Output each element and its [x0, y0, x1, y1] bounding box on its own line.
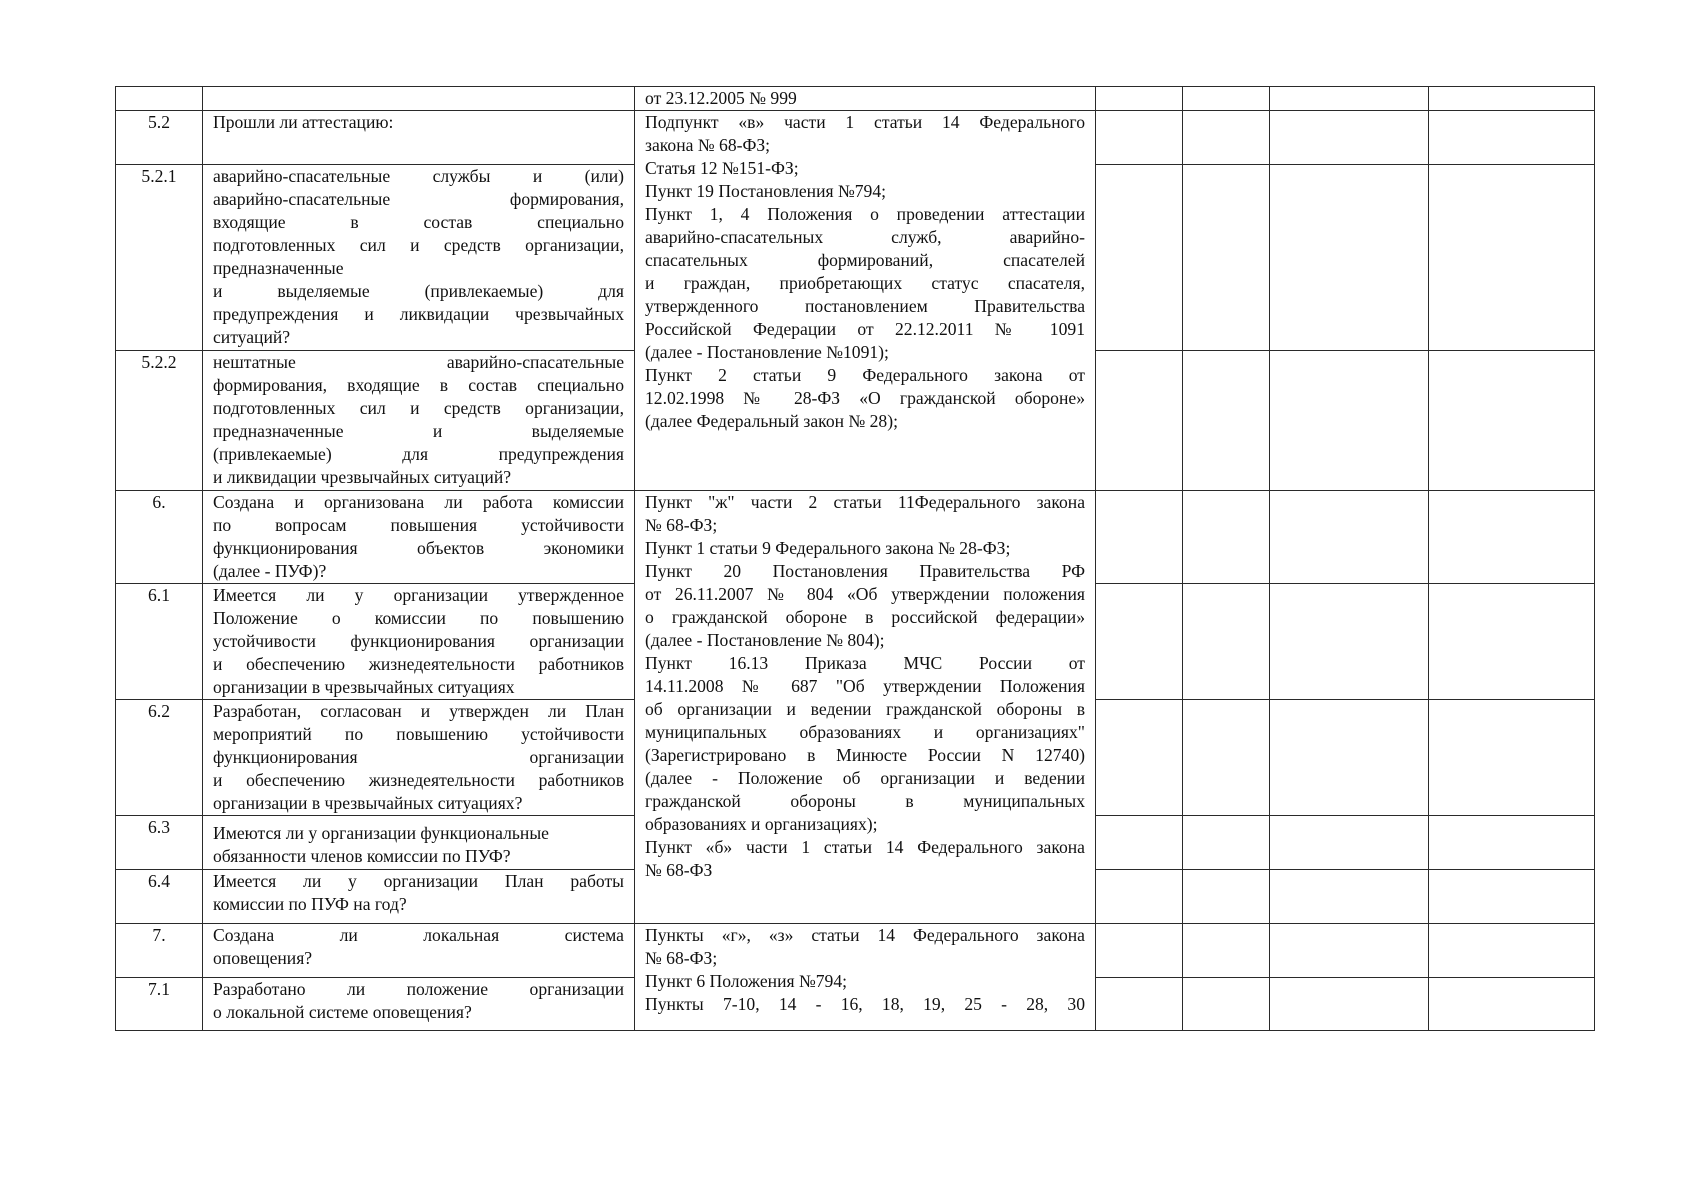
item-number: 5.2.2 [116, 351, 203, 491]
question-cell [203, 700, 635, 816]
table-row [116, 87, 1595, 111]
question-line: формирования, входящие в состав специально [213, 375, 624, 395]
answer-yes-cell [1096, 870, 1183, 924]
note-cell [1429, 87, 1595, 111]
item-number-cell [116, 87, 203, 111]
question-line: мероприятий по повышению устойчивости [213, 724, 624, 744]
note-cell [1429, 924, 1595, 978]
item-number: 6.2 [116, 700, 203, 816]
requirement-cell [635, 924, 1096, 1031]
item-number: 6.1 [116, 584, 203, 700]
question-line: Имеется ли у организации утвержденное [213, 585, 624, 605]
requirement-line: Пункты «г», «з» статьи 14 Федерального закона [645, 925, 1085, 945]
note-cell [1429, 816, 1595, 870]
note-cell [1429, 584, 1595, 700]
answer-no-cell [1183, 87, 1270, 111]
requirement-line: (далее - Постановление №1091); [645, 342, 889, 362]
requirement-line: муниципальных образованиях и организациях" [645, 722, 1085, 742]
question-line: предназначенные [213, 258, 344, 278]
answer-na-cell [1270, 111, 1429, 165]
requirement-line: и граждан, приобретающих статус спасателя, [645, 273, 1085, 293]
question-line: входящие в состав специально [213, 212, 624, 232]
requirement-line: аварийно-спасательных служб, аварийно- [645, 227, 1085, 247]
answer-no-cell [1183, 924, 1270, 978]
answer-no-cell [1183, 165, 1270, 351]
answer-yes-cell [1096, 165, 1183, 351]
requirement-line: о гражданской обороне в российской федерации» [645, 607, 1085, 627]
question-line: и обеспечению жизнедеятельности работников [213, 770, 624, 790]
item-number: 5.2 [116, 111, 203, 165]
question-cell [203, 584, 635, 700]
requirement-line: спасательных формирований, спасателей [645, 250, 1085, 270]
requirement-line: Пункт 20 Постановления Правительства РФ [645, 561, 1085, 581]
question-line: Прошли ли аттестацию: [213, 112, 394, 132]
answer-no-cell [1183, 351, 1270, 491]
inspection-checklist-table [115, 86, 1595, 1031]
item-number: 7.1 [116, 978, 203, 1031]
answer-na-cell [1270, 165, 1429, 351]
answer-no-cell [1183, 584, 1270, 700]
requirement-line: закона № 68-ФЗ; [645, 135, 771, 155]
requirement-line: гражданской обороны в муниципальных [645, 791, 1085, 811]
requirement-line: (далее - Положение об организации и ведении [645, 768, 1085, 788]
requirement-line: 14.11.2008 № 687 "Об утверждении Положения [645, 676, 1085, 696]
requirement-line: № 68-ФЗ; [645, 515, 718, 535]
requirement-cell [635, 491, 1096, 924]
requirement-line: Пункт 1, 4 Положения о проведении аттестации [645, 204, 1085, 224]
question-line: и ликвидации чрезвычайных ситуаций? [213, 467, 512, 487]
question-line: предназначенные и выделяемые [213, 421, 624, 441]
question-line: о локальной системе оповещения? [213, 1002, 472, 1022]
question-line: и выделяемые (привлекаемые) для [213, 281, 624, 301]
note-cell [1429, 111, 1595, 165]
requirement-line: № 68-ФЗ [645, 860, 713, 880]
requirement-line: образованиях и организациях); [645, 814, 878, 834]
question-cell [203, 165, 635, 351]
answer-na-cell [1270, 584, 1429, 700]
answer-no-cell [1183, 111, 1270, 165]
answer-yes-cell [1096, 978, 1183, 1031]
question-line: оповещения? [213, 948, 313, 968]
question-line: подготовленных сил и средств организации, [213, 398, 624, 418]
question-line: аварийно-спасательные формирования, [213, 189, 624, 209]
requirement-line: (далее - Постановление № 804); [645, 630, 885, 650]
requirement-line: Пункт 16.13 Приказа МЧС России от [645, 653, 1085, 673]
question-line: по вопросам повышения устойчивости [213, 515, 624, 535]
note-cell [1429, 351, 1595, 491]
requirement-line: № 68-ФЗ; [645, 948, 718, 968]
item-number: 6.3 [116, 816, 203, 870]
item-number: 5.2.1 [116, 165, 203, 351]
question-line: функционирования организации [213, 747, 624, 767]
question-cell [203, 351, 635, 491]
question-line: нештатные аварийно-спасательные [213, 352, 624, 372]
requirement-line: Пункт 19 Постановления №794; [645, 181, 887, 201]
answer-na-cell [1270, 816, 1429, 870]
note-cell [1429, 700, 1595, 816]
question-line: Положение о комиссии по повышению [213, 608, 624, 628]
question-line: Создана ли локальная система [213, 925, 624, 945]
question-line: организации в чрезвычайных ситуациях? [213, 793, 523, 813]
answer-yes-cell [1096, 700, 1183, 816]
checklist-page [115, 86, 1594, 1031]
table-row [116, 491, 1595, 584]
question-line: предупреждения и ликвидации чрезвычайных [213, 304, 624, 324]
question-cell [203, 924, 635, 978]
note-cell [1429, 870, 1595, 924]
requirement-line: Пункт «б» части 1 статьи 14 Федерального закона [645, 837, 1085, 857]
requirement-line: Пункт "ж" части 2 статьи 11Федерального закона [645, 492, 1085, 512]
note-cell [1429, 978, 1595, 1031]
question-line: Имеется ли у организации План работы [213, 871, 624, 891]
answer-yes-cell [1096, 351, 1183, 491]
question-line: и обеспечению жизнедеятельности работников [213, 654, 624, 674]
question-line: (далее - ПУФ)? [213, 561, 327, 581]
question-line: Создана и организована ли работа комиссии [213, 492, 624, 512]
item-number: 7. [116, 924, 203, 978]
item-number: 6.4 [116, 870, 203, 924]
question-line: обязанности членов комиссии по ПУФ? [213, 846, 511, 866]
question-line: функционирования объектов экономики [213, 538, 624, 558]
requirement-line: Пункт 6 Положения №794; [645, 971, 848, 991]
requirement-line: Российской Федерации от 22.12.2011 № 1091 [645, 319, 1085, 339]
answer-na-cell [1270, 87, 1429, 111]
answer-na-cell [1270, 924, 1429, 978]
requirement-line: (Зарегистрировано в Минюсте России N 12740) [645, 745, 1085, 765]
question-cell [203, 816, 635, 870]
question-line: комиссии по ПУФ на год? [213, 894, 407, 914]
answer-yes-cell [1096, 924, 1183, 978]
requirement-line: 12.02.1998 № 28-ФЗ «О гражданской обороне» [645, 388, 1085, 408]
answer-na-cell [1270, 491, 1429, 584]
answer-no-cell [1183, 700, 1270, 816]
note-cell [1429, 165, 1595, 351]
table-row [116, 111, 1595, 165]
requirement-line: от 23.12.2005 № 999 [645, 88, 797, 108]
item-number: 6. [116, 491, 203, 584]
answer-na-cell [1270, 978, 1429, 1031]
requirement-line: Подпункт «в» части 1 статьи 14 Федерального [645, 112, 1085, 132]
question-line: ситуаций? [213, 327, 291, 347]
question-cell [203, 111, 635, 165]
requirement-line: Статья 12 №151-ФЗ; [645, 158, 799, 178]
question-line: (привлекаемые) для предупреждения [213, 444, 624, 464]
answer-no-cell [1183, 870, 1270, 924]
answer-na-cell [1270, 870, 1429, 924]
question-line: устойчивости функционирования организации [213, 631, 624, 651]
requirement-cell [635, 87, 1096, 111]
answer-yes-cell [1096, 87, 1183, 111]
question-line: Разработан, согласован и утвержден ли План [213, 701, 624, 721]
requirement-line: об организации и ведении гражданской обороны в [645, 699, 1085, 719]
answer-yes-cell [1096, 816, 1183, 870]
note-cell [1429, 491, 1595, 584]
answer-no-cell [1183, 816, 1270, 870]
question-cell [203, 870, 635, 924]
question-line: Имеются ли у организации функциональные [213, 823, 549, 843]
answer-no-cell [1183, 491, 1270, 584]
question-line: подготовленных сил и средств организации, [213, 235, 624, 255]
answer-yes-cell [1096, 584, 1183, 700]
answer-no-cell [1183, 978, 1270, 1031]
table-row [116, 924, 1595, 978]
answer-na-cell [1270, 700, 1429, 816]
requirement-line: Пункт 1 статьи 9 Федерального закона № 28-ФЗ; [645, 538, 1011, 558]
requirement-line: утвержденного постановлением Правительства [645, 296, 1085, 316]
answer-na-cell [1270, 351, 1429, 491]
requirement-line: (далее Федеральный закон № 28); [645, 411, 898, 431]
question-cell [203, 87, 635, 111]
requirement-line: Пункт 2 статьи 9 Федерального закона от [645, 365, 1085, 385]
question-cell [203, 978, 635, 1031]
question-line: организации в чрезвычайных ситуациях [213, 677, 515, 697]
requirement-cell [635, 111, 1096, 491]
question-line: аварийно-спасательные службы и (или) [213, 166, 624, 186]
question-line: Разработано ли положение организации [213, 979, 624, 999]
requirement-line: Пункты 7-10, 14 - 16, 18, 19, 25 - 28, 30 [645, 994, 1085, 1014]
answer-yes-cell [1096, 491, 1183, 584]
question-cell [203, 491, 635, 584]
answer-yes-cell [1096, 111, 1183, 165]
requirement-line: от 26.11.2007 № 804 «Об утверждении положения [645, 584, 1085, 604]
